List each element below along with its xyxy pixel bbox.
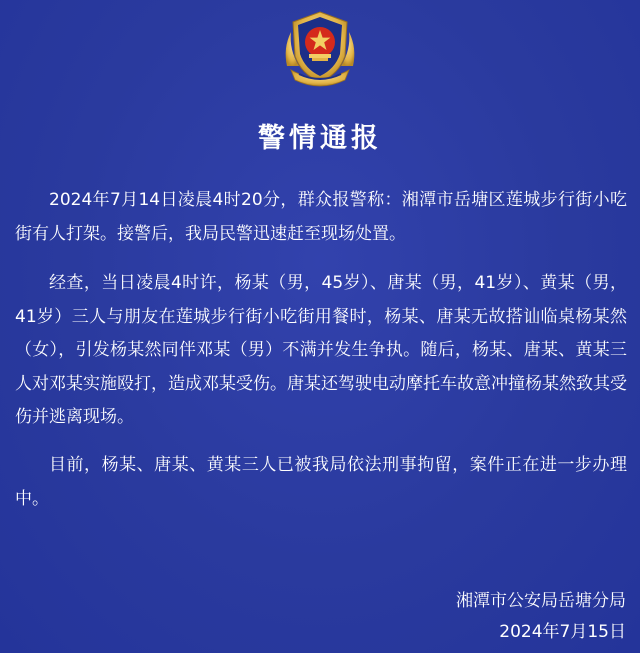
issuer-signature: 湘潭市公安局岳塘分局 [456, 591, 626, 611]
notice-paragraph-1: 2024年7月14日凌晨4时20分，群众报警称：湘潭市岳塘区莲城步行街小吃街有人打架。接警后，我局民警迅速赶至现场处置。 [15, 190, 627, 244]
notice-paragraph-3: 目前，杨某、唐某、黄某三人已被我局依法刑事拘留，案件正在进一步办理中。 [15, 455, 627, 509]
notice-title: 警情通报 [258, 123, 382, 154]
police-emblem-icon [277, 8, 363, 92]
notice-paragraph-2: 经查，当日凌晨4时许，杨某（男，45岁）、唐某（男，41岁）、黄某（男，41岁）三人与朋友在莲城步行街小吃街用餐时，杨某、唐某无故搭讪临桌杨某然（女），引发杨某然同伴邓某（男）不满并发生争执。随后，杨某、唐某、黄某三人对邓某实施殴打，造成邓某受伤。唐某还驾驶电动摩托车故意冲撞杨某然致其受伤并逃离现场。 [15, 273, 627, 427]
issue-date: 2024年7月15日 [499, 622, 626, 642]
